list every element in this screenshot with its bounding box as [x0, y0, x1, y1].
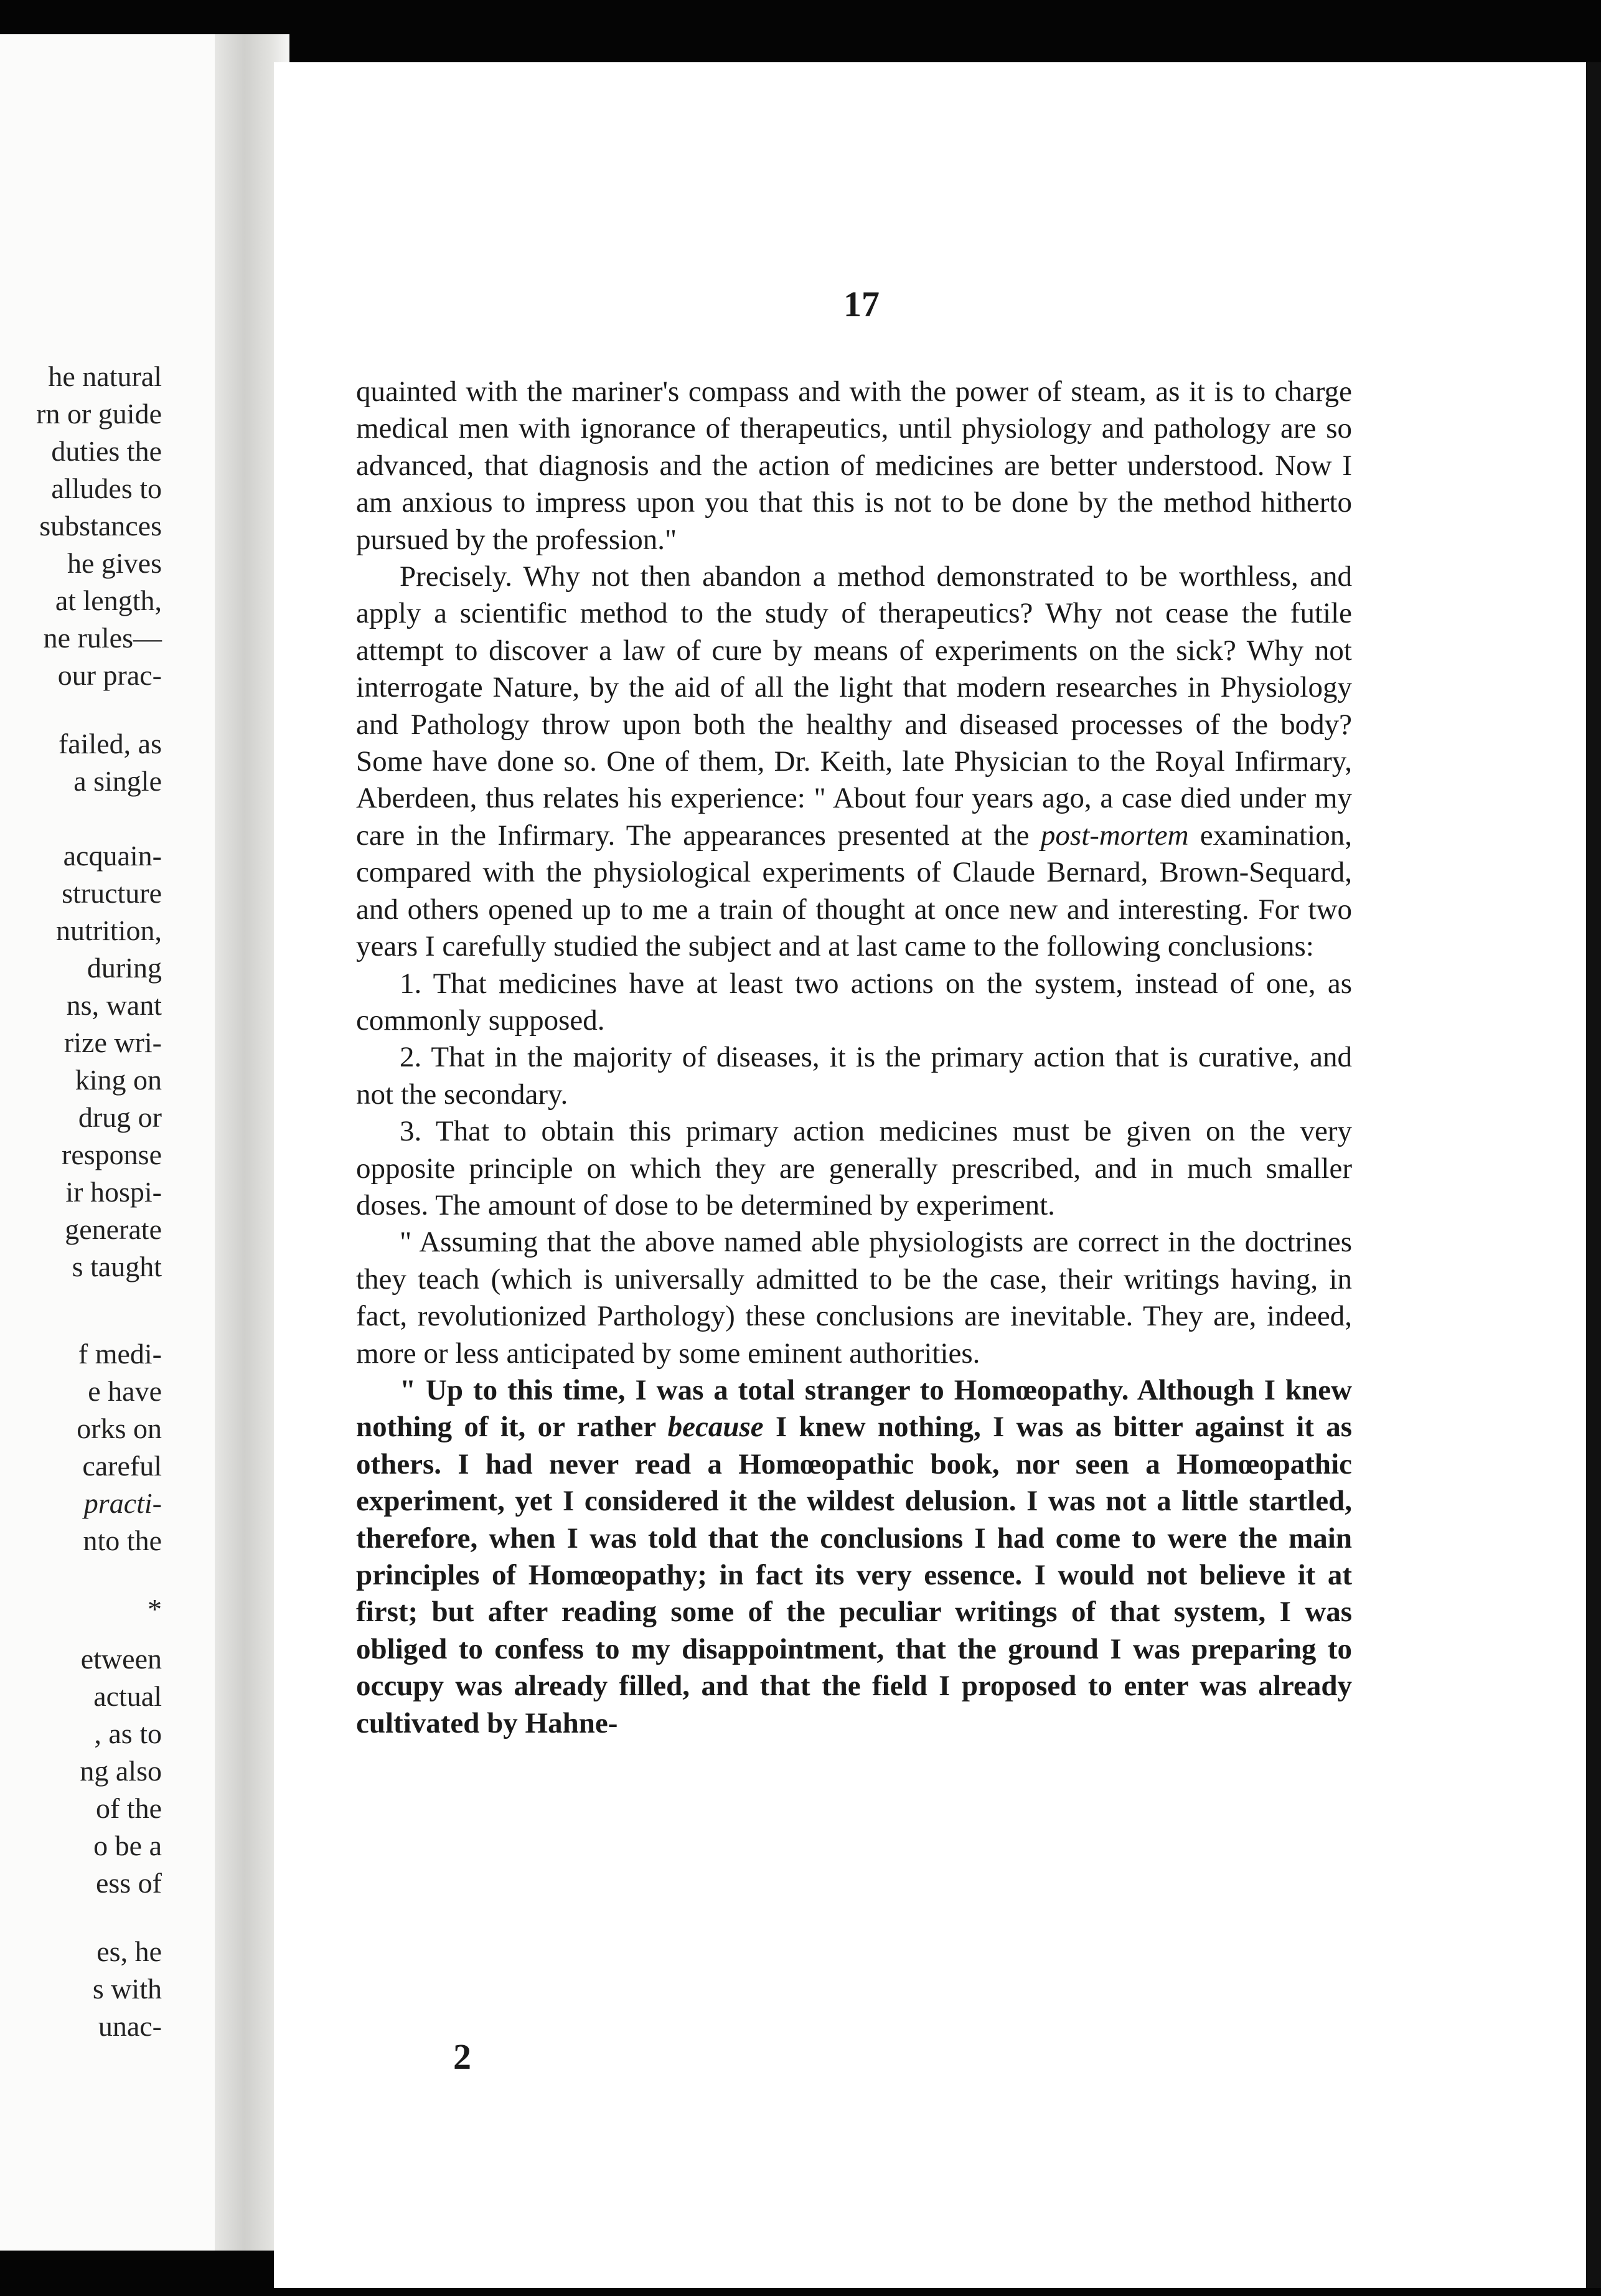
paragraph-continuation: quainted with the mariner's compass and with the power of steam, as it is to charge medical men with ignorance of therapeutics, until physiology and pathology are so advanced, that diagnosis and the action of medicines are better understood. Now I am anxious to impress upon you that this is not to be done by the method hitherto pursued by the profession." — [356, 375, 1352, 556]
left-line: alludes to — [51, 473, 162, 504]
italic-term: post-mortem — [1040, 819, 1189, 852]
page-edge-shadow — [1586, 62, 1601, 2288]
left-line: substances — [39, 510, 162, 542]
left-line: he gives — [67, 547, 162, 579]
page-number: 17 — [843, 284, 880, 324]
left-line: failed, as — [58, 728, 162, 760]
left-line: practi- — [83, 1487, 162, 1519]
left-line: nutrition, — [56, 915, 162, 946]
left-line: s taught — [72, 1251, 162, 1282]
text-run: Precisely. Why not then abandon a method demonstrated to be worthless, and apply a scientific method to the study of therapeutics? Why not cease the futile attempt to discover a law of cure by means of experiments on the sick? Why not interrogate Nature, by the aid of all the light that modern researches in Physiology and Pathology throw upon both the healthy and diseased processes of the body? Some have done so. One of them, Dr. Keith, late Physician to the Royal Infirmary, Aberdeen, thus relates his experience: " About four years ago, a case died under my care in the Infirmary. The appearances presented at the — [356, 560, 1352, 852]
paragraph-assuming: " Assuming that the above named able physiologists are correct in the doctrines they teach (which is universally admitted to be the case, their writings having, in fact, revolutionized Parthology) these conclusions are inevitable. They are, indeed, more or less anticipated by some eminent authorities. — [356, 1226, 1352, 1370]
left-separator-asterisk: * — [148, 1593, 162, 1625]
text-run: examination, compared with the physiological experiments of Claude Bernard, Brown-Sequard, and others opened up to me a train of thought at once new and interesting. For two years I carefully studied the subject and at last came to the following conclusions: — [356, 819, 1352, 963]
left-line: unac- — [98, 2010, 162, 2042]
left-line: ns, want — [66, 989, 162, 1021]
left-line: f medi- — [78, 1338, 162, 1370]
paragraph-precisely — [356, 558, 1352, 965]
italic-term: because — [667, 1411, 764, 1444]
left-line: orks on — [77, 1413, 162, 1444]
conclusion-3: 3. That to obtain this primary action medicines must be given on the very opposite principle on which they are generally prescribed, and in much smaller doses. The amount of dose to be determined by experiment. — [356, 1115, 1352, 1221]
left-line: king on — [75, 1064, 162, 1096]
body-text — [356, 374, 1352, 1742]
left-line: actual — [93, 1680, 162, 1712]
left-line: a single — [73, 765, 162, 797]
left-line: during — [87, 952, 162, 984]
left-line: ess of — [95, 1867, 162, 1899]
left-line: response — [62, 1139, 162, 1170]
left-line: our prac- — [57, 659, 162, 691]
left-line: s with — [92, 1973, 162, 2005]
left-line: , as to — [94, 1718, 162, 1749]
left-page-fragment — [0, 34, 237, 2251]
text-run: " Up to this time, I was a total stranger to Homœopathy. Although I knew nothing of it, or rather — [356, 1373, 1352, 1444]
conclusion-1: 1. That medicines have at least two actions on the system, instead of one, as commonly supposed. — [356, 967, 1352, 1037]
left-line: at length, — [55, 585, 162, 616]
left-line: generate — [65, 1213, 162, 1245]
conclusion-2: 2. That in the majority of diseases, it is the primary action that is curative, and not the secondary. — [356, 1041, 1352, 1111]
signature-mark: 2 — [453, 2036, 471, 2077]
text-run: I knew nothing, I was as bitter against it as others. I had never read a Homœopathic book, nor seen a Homœopathic experiment, yet I considered it the wildest delusion. I was not a little startled, therefore, when I was told that the conclusions I had come to were the main principles of Homœopathy; in fact its very essence. I would not believe it at first; but after reading some of the peculiar writings of that system, I was obliged to confess to my disappointment, that the ground I was preparing to occupy was already filled, and that the field I proposed to enter was already cultivated by Hahne- — [356, 1411, 1352, 1739]
left-line: es, he — [96, 1936, 162, 1967]
left-line: drug or — [78, 1101, 162, 1133]
left-line: nto the — [83, 1525, 162, 1556]
left-line: rn or guide — [36, 398, 162, 430]
left-line: ir hospi- — [65, 1176, 162, 1208]
paragraph-homoeopathy — [356, 1372, 1352, 1742]
left-line: careful — [82, 1450, 162, 1482]
left-line: he natural — [48, 360, 162, 392]
left-line: etween — [80, 1643, 162, 1675]
left-line: ne rules— — [43, 622, 162, 654]
left-line: e have — [88, 1375, 162, 1407]
left-line: acquain- — [63, 840, 162, 872]
left-line: duties the — [51, 435, 162, 467]
left-line: rize wri- — [63, 1027, 162, 1058]
left-line: of the — [95, 1792, 162, 1824]
left-line: o be a — [93, 1830, 162, 1861]
left-line: ng also — [80, 1755, 162, 1787]
left-line: structure — [62, 877, 162, 909]
